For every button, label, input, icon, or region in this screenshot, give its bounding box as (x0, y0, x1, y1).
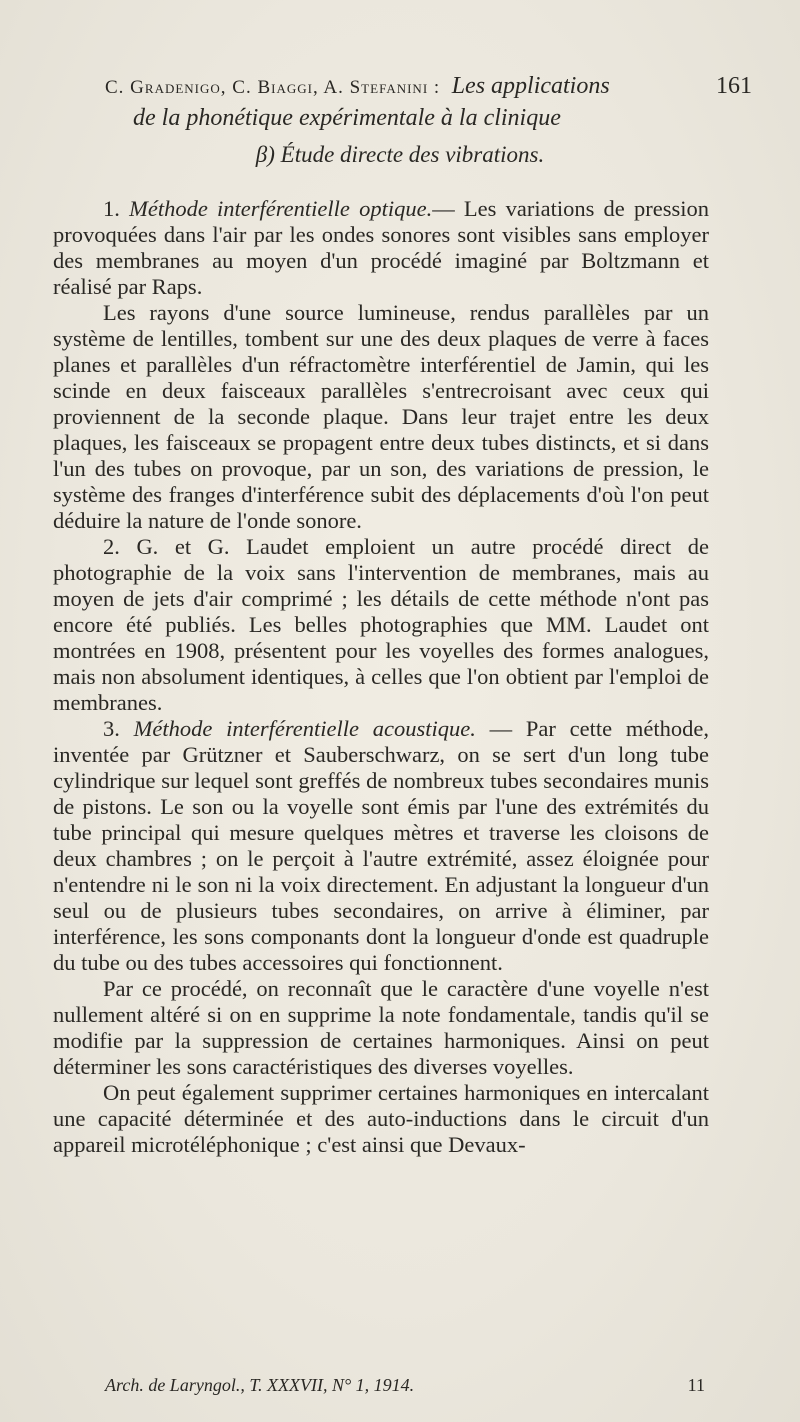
body-text (53, 196, 709, 1158)
footer (105, 1374, 705, 1396)
header-authors: C. Gradenigo, C. Biaggi, A. Stefanini : (105, 77, 441, 98)
paragraph-text: Par ce procédé, on reconnaît que le caractère d'une voyelle n'est nullement altéré si on en supprime la note fondamentale, tandis qu'il se modifie par la suppression de certaines harmoniques. Ainsi on peut déterminer les sons caractéristiques des diverses voyelles. (53, 976, 709, 1079)
paragraph-heading: Méthode interférentielle acoustique. (133, 716, 476, 741)
section-title: Étude directe des vibrations. (280, 142, 545, 167)
header-title-line-2: de la phonétique expérimentale à la clinique (133, 105, 561, 131)
page-number: 161 (716, 73, 752, 99)
footer-journal: Arch. de Laryngol., T. XXXVII, N° 1, 1914. (105, 1375, 415, 1395)
paragraph-2 (53, 300, 709, 534)
running-head-left (105, 72, 610, 102)
paragraph-text: — Par cette méthode, inventée par Grützner et Sauberschwarz, on se sert d'un long tube cylindrique sur lequel sont greffés de nombreux tubes secondaires munis de pistons. Le son ou la voyelle sont émis par l'une des extrémités du tube principal qui mesure quelques mètres et traverse les cloisons de deux chambres ; on le perçoit à l'autre extrémité, assez éloignée pour n'entendre ni le son ni la voix directement. En adjustant la longueur d'un seul ou de plusieurs tubes secondaires, on arrive à éliminer, par interférence, les sons componants dont la longueur d'onde est quadruple du tube ou des tubes accessoires qui fonctionnent. (53, 716, 709, 975)
paragraph-5 (53, 976, 709, 1080)
paragraph-text: On peut également supprimer certaines harmoniques en intercalant une capacité déterminée et des auto-inductions dans le circuit d'un appareil microtéléphonique ; c'est ainsi que Devaux- (53, 1080, 709, 1157)
paragraph-text: — Les variations de pression provoquées dans l'air par les ondes sonores sont visibles sans employer des membranes au moyen d'un procédé imaginé par Boltzmann et réalisé par Raps. (53, 196, 709, 299)
paragraph-1 (53, 196, 709, 300)
footer-signature: 11 (687, 1375, 705, 1395)
paragraph-number: 1. (103, 196, 120, 221)
section-heading (0, 140, 800, 170)
running-head-line-1 (105, 72, 752, 102)
paragraph-4 (53, 716, 709, 976)
paragraph-heading: Méthode interférentielle optique. (129, 196, 433, 221)
paragraph-text: G. et G. Laudet emploient un autre procédé direct de photographie de la voix sans l'intervention de membranes, mais au moyen de jets d'air comprimé ; les détails de cette méthode n'ont pas encore été publiés. Les belles photographies que MM. Laudet ont montrées en 1908, présentent pour les voyelles des formes analogues, mais non absolument identiques, à celles que l'on obtient par l'emploi de membranes. (53, 534, 709, 715)
running-head (105, 72, 752, 132)
section-marker: β) (255, 142, 275, 167)
paragraph-6 (53, 1080, 709, 1158)
paragraph-number: 3. (103, 716, 120, 741)
paragraph-text: Les rayons d'une source lumineuse, rendus parallèles par un système de lentilles, tombent sur une des deux plaques de verre à faces planes et parallèles d'un réfractomètre interférentiel de Jamin, qui les scinde en deux faisceaux parallèles s'entrecroisant avec ceux qui proviennent de la seconde plaque. Dans leur trajet entre les deux plaques, les faisceaux se propagent entre deux tubes distincts, et si dans l'un des tubes on provoque, par un son, des variations de pression, le système des franges d'interférence subit des déplacements d'où l'on peut déduire la nature de l'onde sonore. (53, 300, 709, 533)
header-title-line-1: Les applications (451, 73, 610, 99)
paragraph-3 (53, 534, 709, 716)
paragraph-number: 2. (103, 534, 120, 559)
